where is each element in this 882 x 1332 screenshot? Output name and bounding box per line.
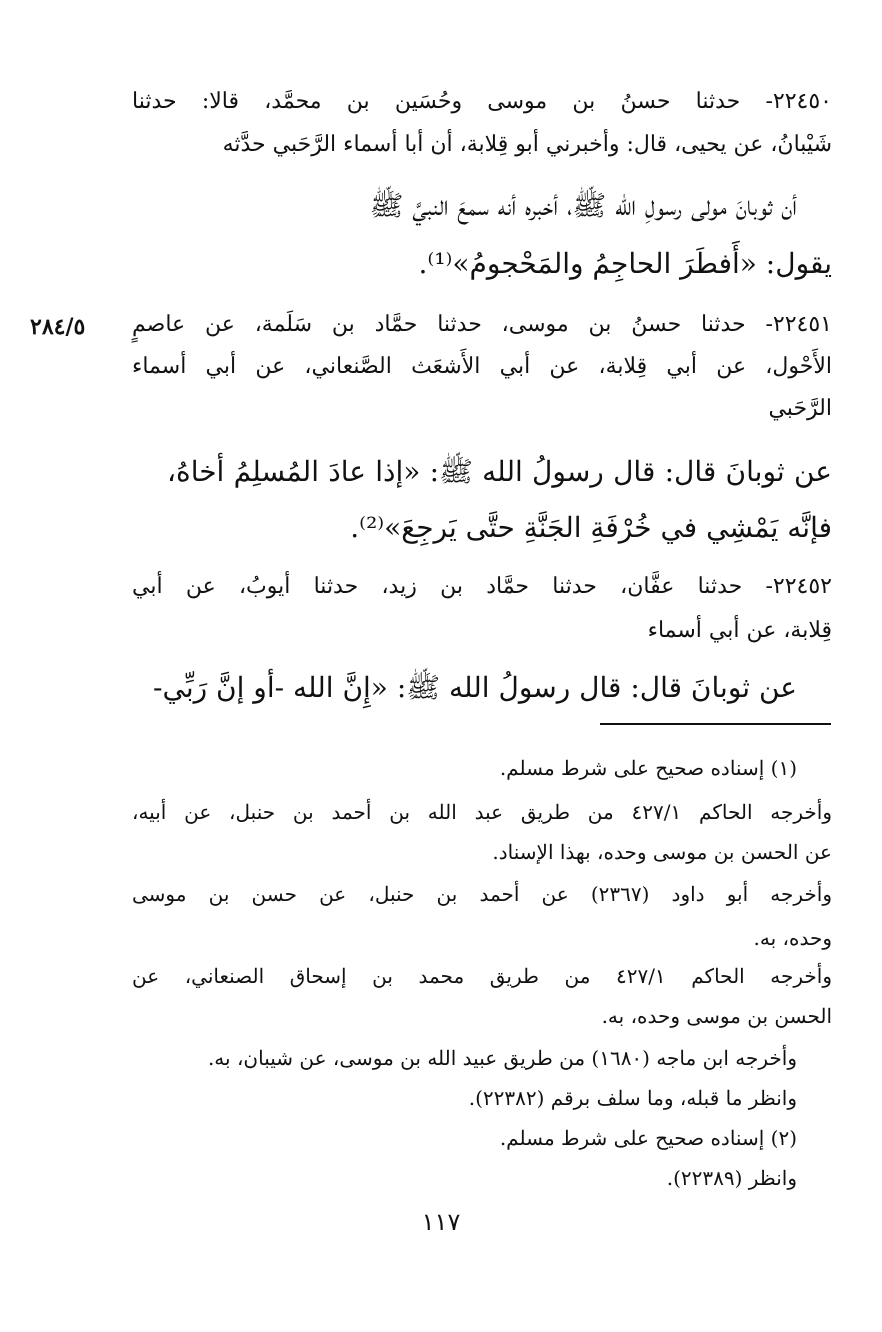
- footnote-line-6: وأخرجه الحاكم ٤٢٧/١ من طريق محمد بن إسحاق الصنعاني، عن: [132, 964, 832, 988]
- hadith-22451-isnad-line-3: الرَّحَبي: [768, 396, 832, 421]
- footnote-line-9: وانظر ما قبله، وما سلف برقم (٢٢٣٨٢).: [468, 1086, 797, 1110]
- footnote-line-1: (١) إسناده صحيح على شرط مسلم.: [499, 756, 797, 780]
- hadith-22451-matn-line-1: عن ثوبانَ قال: قال رسولُ الله ﷺ: «إذا عادَ المُسلِمُ أخاهُ،: [167, 455, 832, 488]
- footnote-line-10: (٢) إسناده صحيح على شرط مسلم.: [499, 1126, 797, 1150]
- margin-volume-page-reference: ٢٨٤/٥: [30, 314, 86, 340]
- page-number: ١١٧: [421, 1208, 461, 1236]
- hadith-22450-isnad-line-2: شَيْبانُ، عن يحيى، قال: وأخبرني أبو قِلابة، أن أبا أسماء الرَّحَبي حدَّثه: [222, 132, 832, 157]
- footnote-line-4: وأخرجه أبو داود (٢٣٦٧) عن أحمد بن حنبل، عن حسن بن موسى: [132, 882, 832, 906]
- hadith-22450-matn-line-2: يقول: «أَفطَرَ الحاجِمُ والمَحْجومُ»⁽¹⁾.: [418, 247, 832, 280]
- hadith-22452-isnad-line-2: قِلابة، عن أبي أسماء: [647, 618, 832, 643]
- footnote-line-5: وحده، به.: [753, 926, 832, 950]
- footnote-line-3: عن الحسن بن موسى وحده، بهذا الإسناد.: [492, 840, 832, 864]
- hadith-22452-isnad-line-1: ٢٢٤٥٢- حدثنا عفَّان، حدثنا حمَّاد بن زيد، حدثنا أيوبُ، عن أبي: [132, 574, 832, 599]
- footnote-line-2: وأخرجه الحاكم ٤٢٧/١ من طريق عبد الله بن أحمد بن حنبل، عن أبيه،: [132, 800, 833, 824]
- hadith-22450-isnad-line-1: ٢٢٤٥٠- حدثنا حسنُ بن موسى وحُسَين بن محمَّد، قالا: حدثنا: [132, 89, 832, 114]
- footnote-separator: [600, 723, 831, 725]
- footnote-line-8: وأخرجه ابن ماجه (١٦٨٠) من طريق عبيد الله بن موسى، عن شيبان، به.: [207, 1046, 797, 1070]
- footnote-line-7: الحسن بن موسى وحده، به.: [601, 1004, 832, 1028]
- hadith-22450-matn-line-1: أن ثوبانَ مولى رسولِ الله ﷺ، أخبره أنه سمعَ النبيَّ ﷺ: [369, 189, 797, 222]
- hadith-22451-matn-line-2: فإنَّه يَمْشِي في خُرْفَةِ الجَنَّةِ حتَّى يَرجِعَ»⁽²⁾.: [350, 511, 832, 544]
- hadith-22451-isnad-line-2: الأَحْول، عن أبي قِلابة، عن أبي الأَشعَث الصَّنعاني، عن أبي أسماء: [132, 354, 832, 379]
- hadith-22451-isnad-line-1: ٢٢٤٥١- حدثنا حسنُ بن موسى، حدثنا حمَّاد بن سَلَمة، عن عاصمٍ: [132, 312, 832, 337]
- footnote-line-11: وانظر (٢٢٣٨٩).: [666, 1166, 797, 1190]
- hadith-22452-matn-line-1: عن ثوبانَ قال: قال رسولُ الله ﷺ: «إِنَّ الله -أو إنَّ رَبِّي-: [153, 671, 797, 704]
